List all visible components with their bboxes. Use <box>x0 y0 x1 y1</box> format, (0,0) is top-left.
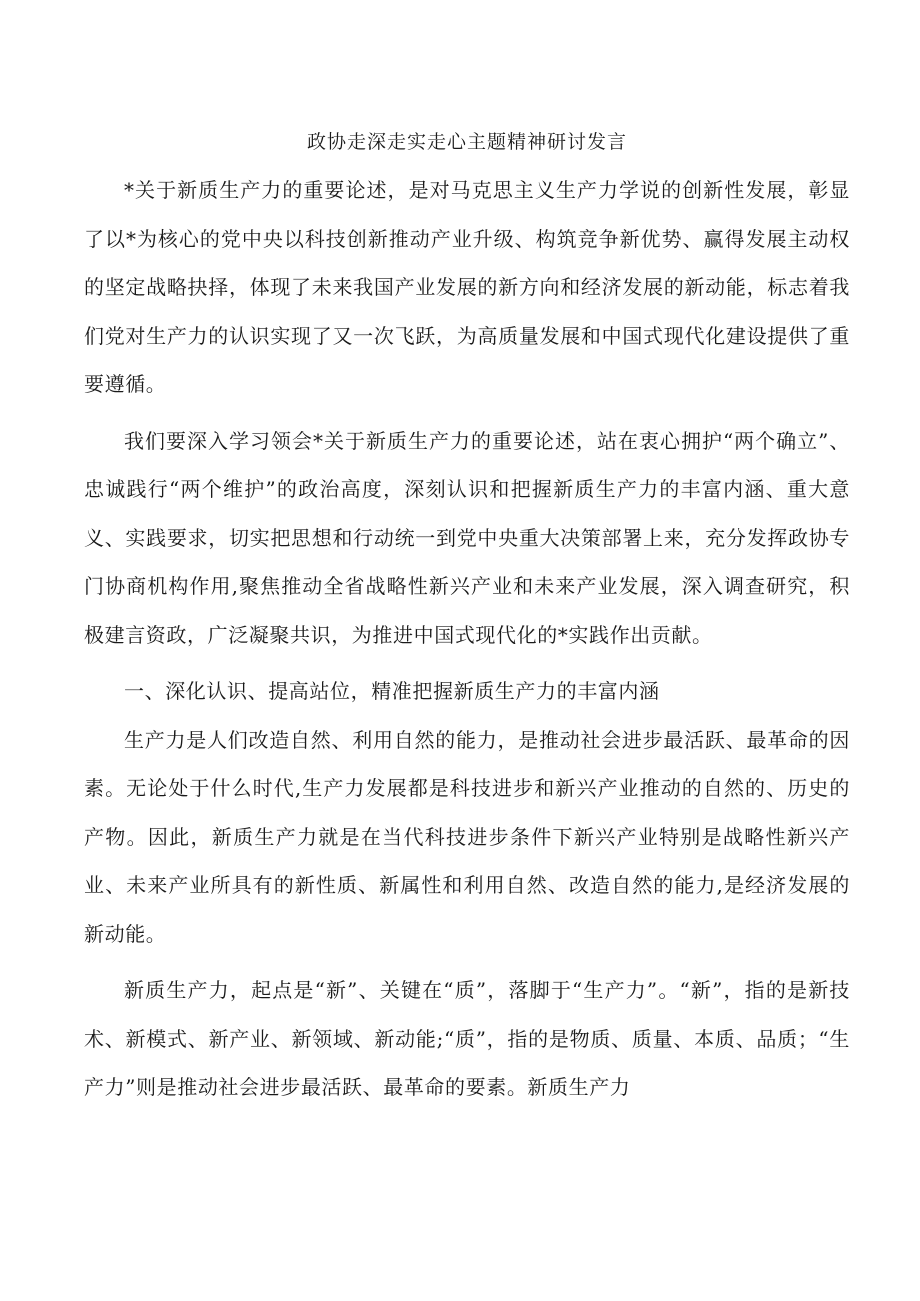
paragraph-4: 新质生产力，起点是“新”、关键在“质”，落脚于“生产力”。“新”，指的是新技术、新模式、新产业、新领域、新动能;“质”，指的是物质、质量、本质、品质；“生产力”则是推动社会进步最活跃、最革命的要素。新质生产力 <box>84 978 850 1099</box>
paragraph-1: *关于新质生产力的重要论述，是对马克思主义生产力学说的创新性发展，彰显了以*为核心的党中央以科技创新推动产业升级、构筑竞争新优势、赢得发展主动权的坚定战略抉择，体现了未来我国产业发展的新方向和经济发展的新动能，标志着我们党对生产力的认识实现了又一次飞跃，为高质量发展和中国式现代化建设提供了重要遵循。 <box>84 178 850 396</box>
paragraph-2: 我们要深入学习领会*关于新质生产力的重要论述，站在衷心拥护“两个确立”、忠诚践行“两个维护”的政治高度，深刻认识和把握新质生产力的丰富内涵、重大意义、实践要求，切实把思想和行动统一到党中央重大决策部署上来，充分发挥政协专门协商机构作用,聚焦推动全省战略性新兴产业和未来产业发展，深入调查研究，积极建言资政，广泛凝聚共识，为推进中国式现代化的*实践作出贡献。 <box>84 428 850 647</box>
document-title: 政协走深走实走心主题精神研讨发言 <box>306 131 627 153</box>
document-page <box>84 118 850 1112</box>
paragraph-3: 生产力是人们改造自然、利用自然的能力，是推动社会进步最活跃、最革命的因素。无论处于什么时代,生产力发展都是科技进步和新兴产业推动的自然的、历史的产物。因此，新质生产力就是在当代科技进步条件下新兴产业特别是战略性新兴产业、未来产业所具有的新性质、新属性和利用自然、改造自然的能力,是经济发展的新动能。 <box>84 727 850 946</box>
section-heading-1: 一、深化认识、提高站位，精准把握新质生产力的丰富内涵 <box>124 679 660 703</box>
